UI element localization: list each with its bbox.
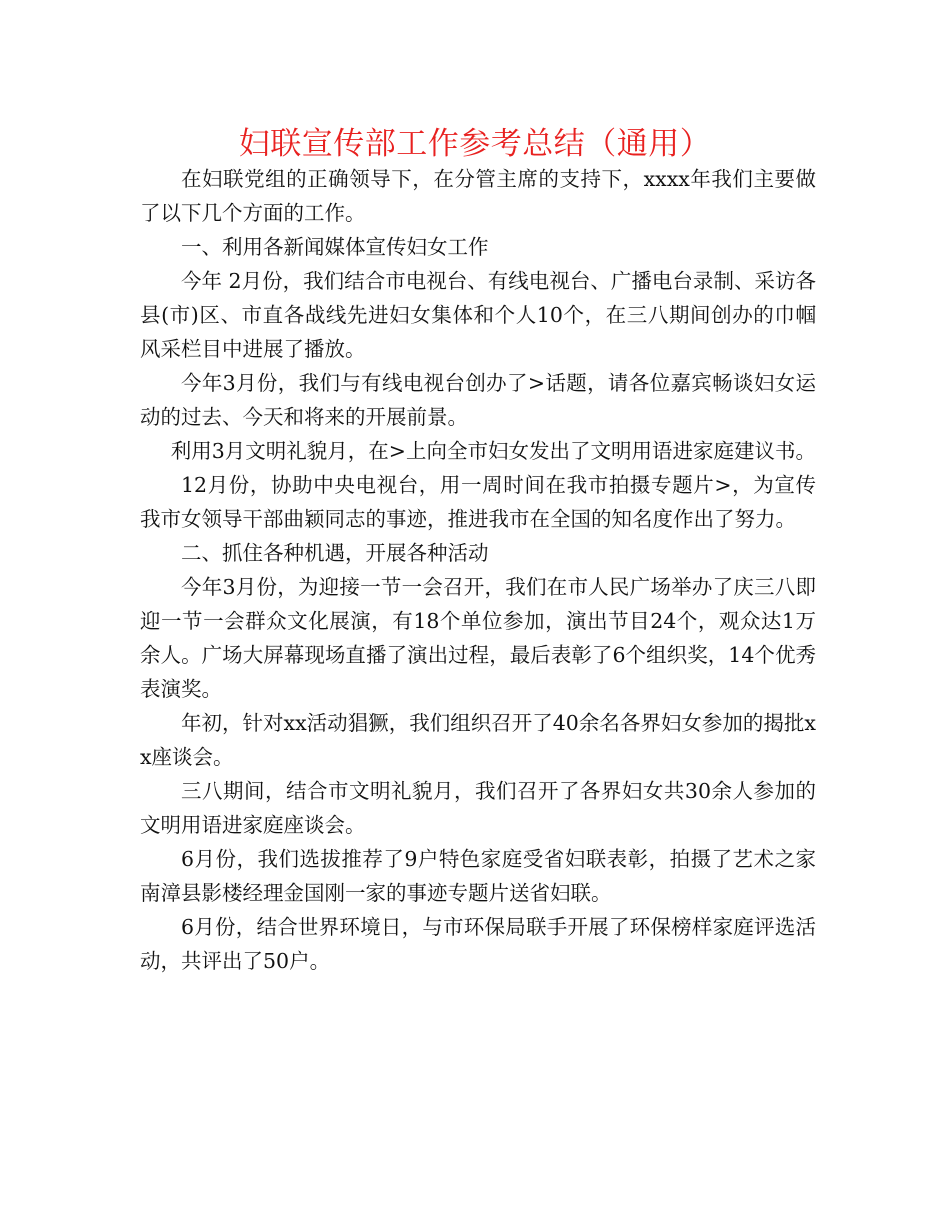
- paragraph: 年初，针对xx活动猖獗，我们组织召开了40余名各界妇女参加的揭批xx座谈会。: [140, 711, 816, 769]
- paragraph-intro: 在妇联党组的正确领导下，在分管主席的支持下，xxxx年我们主要做了以下几个方面的工作。: [140, 167, 816, 225]
- paragraph: 今年 2月份，我们结合市电视台、有线电视台、广播电台录制、采访各县(市)区、市直各战线先进妇女集体和个人10个，在三八期间创办的巾帼风采栏目中进展了播放。: [140, 269, 816, 361]
- paragraph: 6月份，结合世界环境日，与市环保局联手开展了环保榜样家庭评选活动，共评出了50户。: [140, 915, 816, 973]
- document-title: 妇联宣传部工作参考总结（通用）: [238, 126, 712, 162]
- document-body: [140, 162, 816, 978]
- paragraph: 12月份，协助中央电视台，用一周时间在我市拍摄专题片>，为宣传我市女领导干部曲颖同志的事迹，推进我市在全国的知名度作出了努力。: [140, 473, 816, 531]
- paragraph: 今年3月份，为迎接一节一会召开，我们在市人民广场举办了庆三八即迎一节一会群众文化展演，有18个单位参加，演出节目24个，观众达1万余人。广场大屏幕现场直播了演出过程，最后表彰了6个组织奖，14个优秀表演奖。: [140, 575, 816, 701]
- paragraph: 三八期间，结合市文明礼貌月，我们召开了各界妇女共30余人参加的文明用语进家庭座谈会。: [140, 779, 816, 837]
- paragraph: 6月份，我们选拔推荐了9户特色家庭受省妇联表彰，拍摄了艺术之家南漳县影楼经理金国刚一家的事迹专题片送省妇联。: [140, 847, 816, 905]
- paragraph: 今年3月份，我们与有线电视台创办了>话题，请各位嘉宾畅谈妇女运动的过去、今天和将来的开展前景。: [140, 371, 816, 429]
- paragraph: 利用3月文明礼貌月，在>上向全市妇女发出了文明用语进家庭建议书。: [170, 439, 816, 463]
- section-heading-media: 一、利用各新闻媒体宣传妇女工作: [181, 235, 489, 259]
- section-heading-activities: 二、抓住各种机遇，开展各种活动: [181, 541, 489, 565]
